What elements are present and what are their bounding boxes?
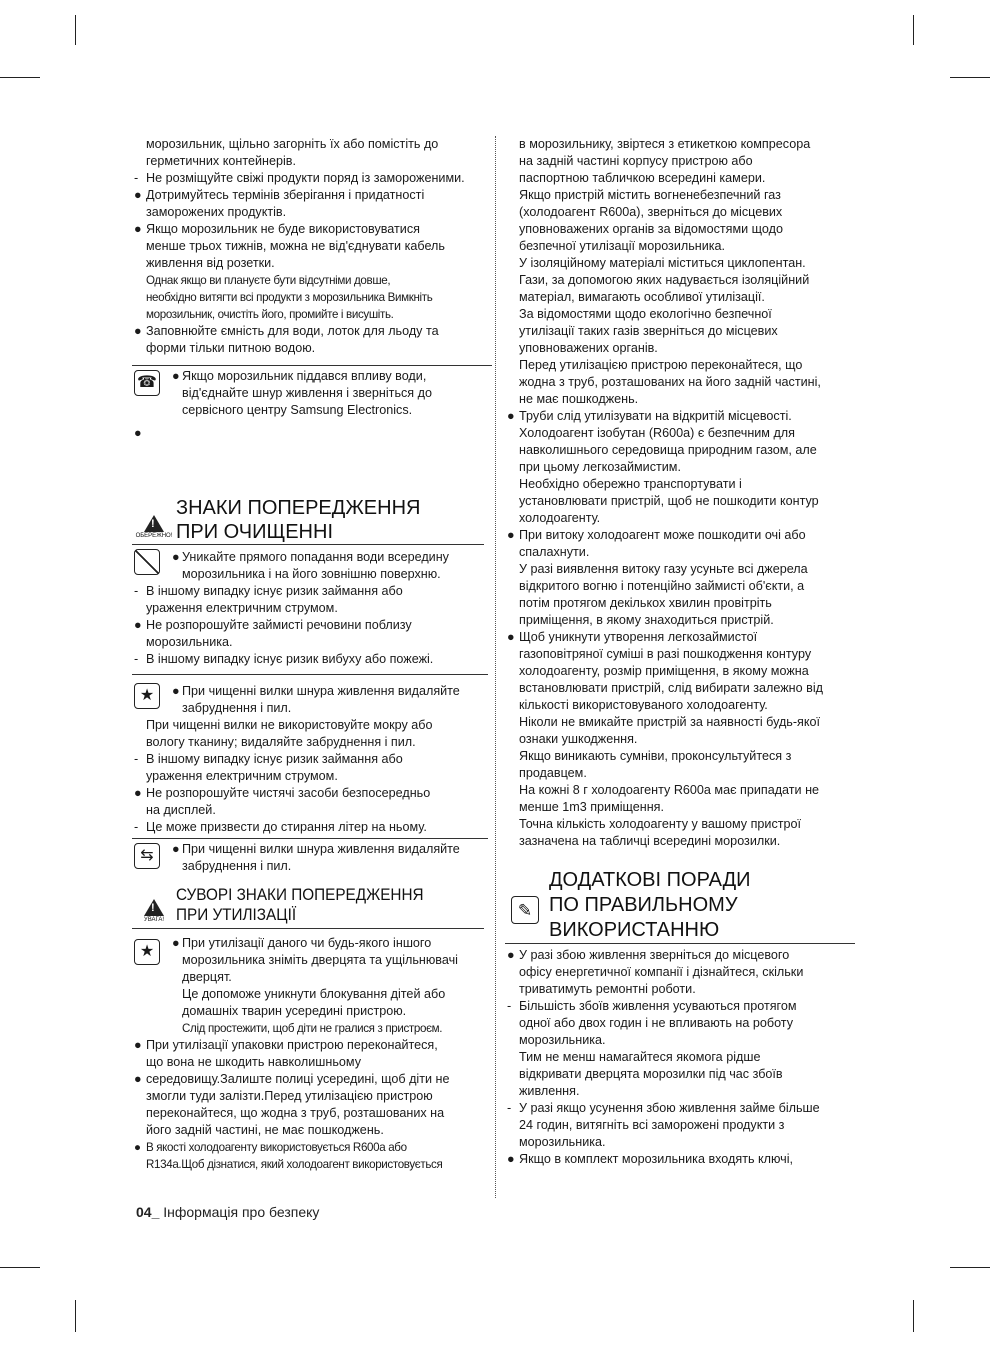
left-column	[132, 136, 488, 1173]
list-item: - В іншому випадку існує ризик займання або ураження електричним струмом.	[134, 752, 403, 783]
right-column	[505, 136, 857, 1168]
list-item: - Не розміщуйте свіжі продукти поряд із замороженими.	[134, 171, 465, 185]
page-footer	[136, 1204, 319, 1220]
section-heading: ! ОБЕРЕЖНО! ЗНАКИ ПОПЕРЕДЖЕННЯ ПРИ ОЧИЩЕННІ	[132, 496, 484, 545]
phone-icon: ☎	[134, 370, 160, 396]
warning-icon: ! УВАГА!	[134, 899, 174, 924]
note-block: ● Уникайте прямого попадання води всередину морозильника і на його зовнішню поверхню.	[132, 545, 488, 583]
crop-mark	[0, 77, 40, 78]
footer-title: Інформація про безпеку	[163, 1204, 320, 1220]
page-number: 04_	[136, 1204, 160, 1220]
paragraph: При чищенні вилки не використовуйте мокру або вологу тканину; видаляйте забруднення і пил.	[146, 718, 433, 749]
list-item: ● Дотримуйтесь термінів зберігання і придатності заморожених продуктів.	[134, 188, 425, 219]
list-item: ● Якщо морозильник не буде використовуватися менше трьох тижнів, можна не від'єднувати кабель живлення від розетки.	[134, 222, 445, 270]
note-icon: ✎	[511, 896, 539, 924]
list-item: ● Не розпорошуйте чистячі засоби безпосередньо на дисплей.	[134, 786, 431, 817]
note-block: ★ ● При чищенні вилки шнура живлення видаляйте забруднення і пил.	[132, 674, 488, 717]
list-item: - В іншому випадку існує ризик вибуху або пожежі.	[134, 652, 434, 666]
section-heading: ✎ ДОДАТКОВІ ПОРАДИ ПО ПРАВИЛЬНОМУ ВИКОРИСТАННЮ	[505, 868, 855, 944]
list-item: - В іншому випадку існує ризик займання або ураження електричним струмом.	[134, 584, 403, 615]
list-item: ● Якщо в комплект морозильника входять ключі,	[507, 1152, 794, 1166]
column-divider	[495, 136, 496, 1198]
star-icon: ★	[134, 683, 160, 709]
list-item: - У разі якщо усунення збою живлення займе більше 24 годин, витягніть всі заморожені продукти з морозильника.	[507, 1101, 820, 1149]
list-item: ● У разі збою живлення зверніться до місцевого офісу енергетичної компанії і дізнайтеся, скільки триватимуть ремонтні роботи.	[507, 948, 804, 996]
crop-mark	[0, 1267, 40, 1268]
crop-mark	[950, 1267, 990, 1268]
warning-icon: ! ОБЕРЕЖНО!	[134, 515, 174, 540]
star-icon: ★	[134, 939, 160, 965]
list-item: ● Не розпорошуйте займисті речовини поблизу морозильника.	[134, 618, 412, 649]
note-block: ★ ● При утилізації даного чи будь-якого іншого морозильника зніміть дверцята та ущільнювачі дверцят. Це допоможе уникнути блокування дітей або домашніх тварин усередині пристрою. Слід простежити, щоб діти не гралися з пристроєм.	[132, 929, 488, 1037]
paragraph: в морозильнику, звіртеся з етикеткою компресора на задній частині корпусу пристрою або паспортною табличкою всередині камери. Якщо пристрій містить вогненебезпечний газ (холодоагент R600a), зверніться до місцевих уповноважених органів за відомостями щодо безпечної утилізації морозильника. У ізоляційному матеріалі міститься циклопентан. Гази, за допомогою яких надувається ізоляційний матеріал, вимагають особливої утилізації. За відомостями щодо екологічно безпечної утилізації таких газів зверніться до місцевих уповноважених органів. Перед утилізацією пристрою переконайтеся, що жодна з труб, розташованих на його задній частині, не має пошкоджень.	[519, 137, 821, 406]
crop-mark	[913, 1300, 914, 1332]
note-block: ⇆ ● При чищенні вилки шнура живлення видаляйте забруднення і пил.	[132, 838, 488, 875]
list-item: ● При утилізації упаковки пристрою переконайтеся, що вона не шкодить навколишньому	[134, 1038, 438, 1069]
list-item: ● середовищу.Залиште полиці усередині, щоб діти не змогли туди залізти.Перед утилізацією пристрою переконайтеся, що жодна з труб, розташованих на його задній частині, не має пошкоджень.	[134, 1072, 450, 1137]
paragraph: морозильник, щільно загорніть їх або помістіть до герметичних контейнерів.	[146, 137, 439, 168]
list-item: ●	[134, 426, 142, 440]
list-item: ● Заповнюйте ємність для води, лоток для льоду та форми тільки питною водою.	[134, 324, 439, 355]
no-water-icon	[134, 549, 160, 575]
list-item: - Це може призвести до стирання літер на ньому.	[134, 820, 427, 834]
crop-mark	[75, 1300, 76, 1332]
crop-mark	[75, 15, 76, 45]
list-item: - Більшість збоїв живлення усуваються протягом одної або двох годин і не впливають на роботу морозильника. Тим не менш намагайтеся якомога рідше відкривати дверцята морозилки під час збоїв живлення.	[507, 999, 797, 1098]
note-block: ☎ ● Якщо морозильник піддався впливу води, від'єднайте шнур живлення і зверніться до сервісного центру Samsung Electronics.	[132, 365, 492, 419]
list-item: ● В якості холодоагенту використовується R600a або R134a.Щоб дізнатися, який холодоагент використовується	[134, 1141, 443, 1171]
paragraph: Однак якщо ви плануєте бути відсутніми довше, необхідно витягти всі продукти з морозильника Вимкніть морозильник, очистіть його, промийте і висушіть.	[146, 274, 433, 321]
plug-icon: ⇆	[134, 843, 160, 869]
list-item: ● Труби слід утилізувати на відкритій місцевості. Холодоагент ізобутан (R600a) є безпечним для навколишнього середовища природним газом, але при цьому легкозаймистим. Необхідно обережно транспортувати і установлювати пристрій, щоб не пошкодити контур холодоагенту.	[507, 409, 819, 525]
section-heading: ! УВАГА! СУВОРІ ЗНАКИ ПОПЕРЕДЖЕННЯ ПРИ УТИЛІЗАЦІЇ	[132, 885, 484, 929]
crop-mark	[913, 15, 914, 45]
list-item: ● При витоку холодоагент може пошкодити очі або спалахнути. У разі виявлення витоку газу усуньте всі джерела відкритого вогню і потенційно займисті об'єкти, а потім протягом декількох хвилин провітріть приміщення, в якому знаходиться пристрій.	[507, 528, 808, 627]
crop-mark	[950, 77, 990, 78]
list-item: ● Щоб уникнути утворення легкозаймистої газоповітряної суміші в разі пошкодження контуру холодоагенту, розмір приміщення, в якому можна встановлювати пристрій, слід вибирати залежно від кількості використовуваного холодоагенту. Ніколи не вмикайте пристрій за наявності будь-якої ознаки ушкодження. Якщо виникають сумніви, проконсультуйтеся з продавцем. На кожні 8 г холодоагенту R600a має припадати не менше 1m3 приміщення. Точна кількість холодоагенту у вашому пристрої зазначена на табличці всередині морозилки.	[507, 630, 823, 848]
